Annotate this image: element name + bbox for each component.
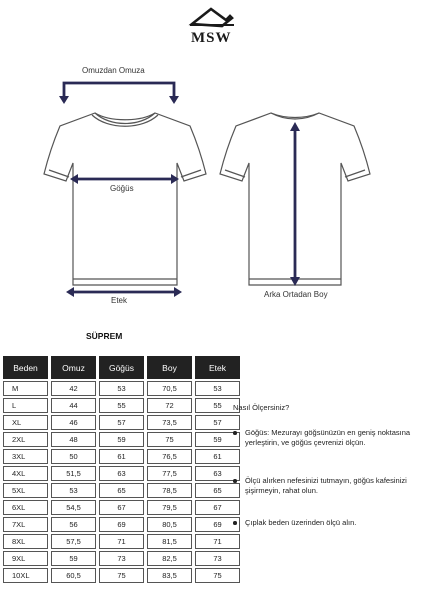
chest-label: Göğüs [110, 184, 134, 193]
cell-omuz: 54,5 [51, 500, 96, 515]
cell-beden: 4XL [3, 466, 48, 481]
notes-title: Nasıl Ölçersiniz? [233, 403, 290, 412]
hem-label: Etek [111, 296, 128, 305]
shoulder-bracket [64, 83, 174, 102]
bullet-icon [233, 431, 237, 435]
cell-etek: 71 [195, 534, 240, 549]
table-row [3, 432, 240, 447]
length-arrow-top [290, 122, 300, 131]
cell-omuz: 48 [51, 432, 96, 447]
cell-beden: 7XL [3, 517, 48, 532]
cell-gogus: 61 [99, 449, 144, 464]
cell-gogus: 73 [99, 551, 144, 566]
table-title: SÜPREM [86, 331, 123, 341]
table-row [3, 568, 240, 583]
cell-etek: 63 [195, 466, 240, 481]
table-row [3, 551, 240, 566]
chest-arrow-right [171, 174, 179, 184]
cell-boy: 83,5 [147, 568, 192, 583]
cell-beden: XL [3, 415, 48, 430]
cell-boy: 76,5 [147, 449, 192, 464]
cell-gogus: 65 [99, 483, 144, 498]
table-header-row [3, 356, 240, 379]
bullet-icon [233, 479, 237, 483]
size-table [0, 354, 243, 585]
table-row [3, 500, 240, 515]
cell-gogus: 59 [99, 432, 144, 447]
cell-etek: 53 [195, 381, 240, 396]
note-line-1: Çıplak beden üzerinden ölçü alın. [245, 518, 357, 527]
table-row [3, 398, 240, 413]
table-row [3, 517, 240, 532]
cell-etek: 61 [195, 449, 240, 464]
cell-etek: 59 [195, 432, 240, 447]
cell-beden: 2XL [3, 432, 48, 447]
measurement-notes [233, 403, 424, 563]
header-omuz: Omuz [51, 356, 96, 379]
note-line-1: Ölçü alırken nefesinizi tutmayın, göğüs kafesinizi [245, 476, 407, 485]
bullet-icon [233, 521, 237, 525]
cell-gogus: 63 [99, 466, 144, 481]
table-row [3, 449, 240, 464]
cell-boy: 73,5 [147, 415, 192, 430]
cell-boy: 70,5 [147, 381, 192, 396]
cell-etek: 69 [195, 517, 240, 532]
cell-omuz: 59 [51, 551, 96, 566]
cell-beden: 8XL [3, 534, 48, 549]
note-line-2: şişirmeyin, rahat olun. [245, 486, 318, 495]
cell-omuz: 51,5 [51, 466, 96, 481]
cell-boy: 75 [147, 432, 192, 447]
cell-boy: 79,5 [147, 500, 192, 515]
cell-beden: M [3, 381, 48, 396]
note-line-1: Göğüs: Mezurayı göğsünüzün en geniş noktasına [245, 428, 411, 437]
hem-arrow-right [174, 287, 182, 297]
note-item [233, 476, 407, 496]
cell-gogus: 71 [99, 534, 144, 549]
shoulder-arrow-left [59, 96, 69, 104]
cell-gogus: 55 [99, 398, 144, 413]
table-row [3, 466, 240, 481]
cell-beden: 3XL [3, 449, 48, 464]
cell-etek: 55 [195, 398, 240, 413]
brand-name: MSW [191, 30, 232, 46]
cell-omuz: 50 [51, 449, 96, 464]
header-boy: Boy [147, 356, 192, 379]
cell-beden: 10XL [3, 568, 48, 583]
cell-etek: 65 [195, 483, 240, 498]
cell-omuz: 57,5 [51, 534, 96, 549]
cell-omuz: 53 [51, 483, 96, 498]
cell-beden: 6XL [3, 500, 48, 515]
cell-omuz: 46 [51, 415, 96, 430]
cell-omuz: 44 [51, 398, 96, 413]
cell-boy: 82,5 [147, 551, 192, 566]
shoulder-arrow-right [169, 96, 179, 104]
cell-boy: 81,5 [147, 534, 192, 549]
cell-gogus: 53 [99, 381, 144, 396]
cell-beden: L [3, 398, 48, 413]
cell-etek: 75 [195, 568, 240, 583]
note-item [233, 518, 356, 528]
chest-arrow-left [70, 174, 78, 184]
note-item [233, 428, 410, 448]
cell-omuz: 42 [51, 381, 96, 396]
cell-boy: 72 [147, 398, 192, 413]
table-row [3, 415, 240, 430]
header-etek: Etek [195, 356, 240, 379]
cell-boy: 80,5 [147, 517, 192, 532]
header-gogus: Göğüs [99, 356, 144, 379]
cell-gogus: 69 [99, 517, 144, 532]
hem-arrow-left [66, 287, 74, 297]
cell-gogus: 57 [99, 415, 144, 430]
back-length-label: Arka Ortadan Boy [264, 290, 328, 299]
cell-etek: 67 [195, 500, 240, 515]
cell-gogus: 67 [99, 500, 144, 515]
cell-boy: 78,5 [147, 483, 192, 498]
cell-etek: 73 [195, 551, 240, 566]
cell-omuz: 56 [51, 517, 96, 532]
cell-beden: 5XL [3, 483, 48, 498]
table-row [3, 534, 240, 549]
shoulder-label: Omuzdan Omuza [82, 66, 145, 75]
cell-beden: 9XL [3, 551, 48, 566]
cell-etek: 57 [195, 415, 240, 430]
cell-gogus: 75 [99, 568, 144, 583]
note-line-2: yerleştirin, ve göğüs çevrenizi ölçün. [245, 438, 366, 447]
header-beden: Beden [3, 356, 48, 379]
front-tshirt [44, 113, 206, 285]
cell-boy: 77,5 [147, 466, 192, 481]
cell-omuz: 60,5 [51, 568, 96, 583]
table-row [3, 381, 240, 396]
table-row [3, 483, 240, 498]
